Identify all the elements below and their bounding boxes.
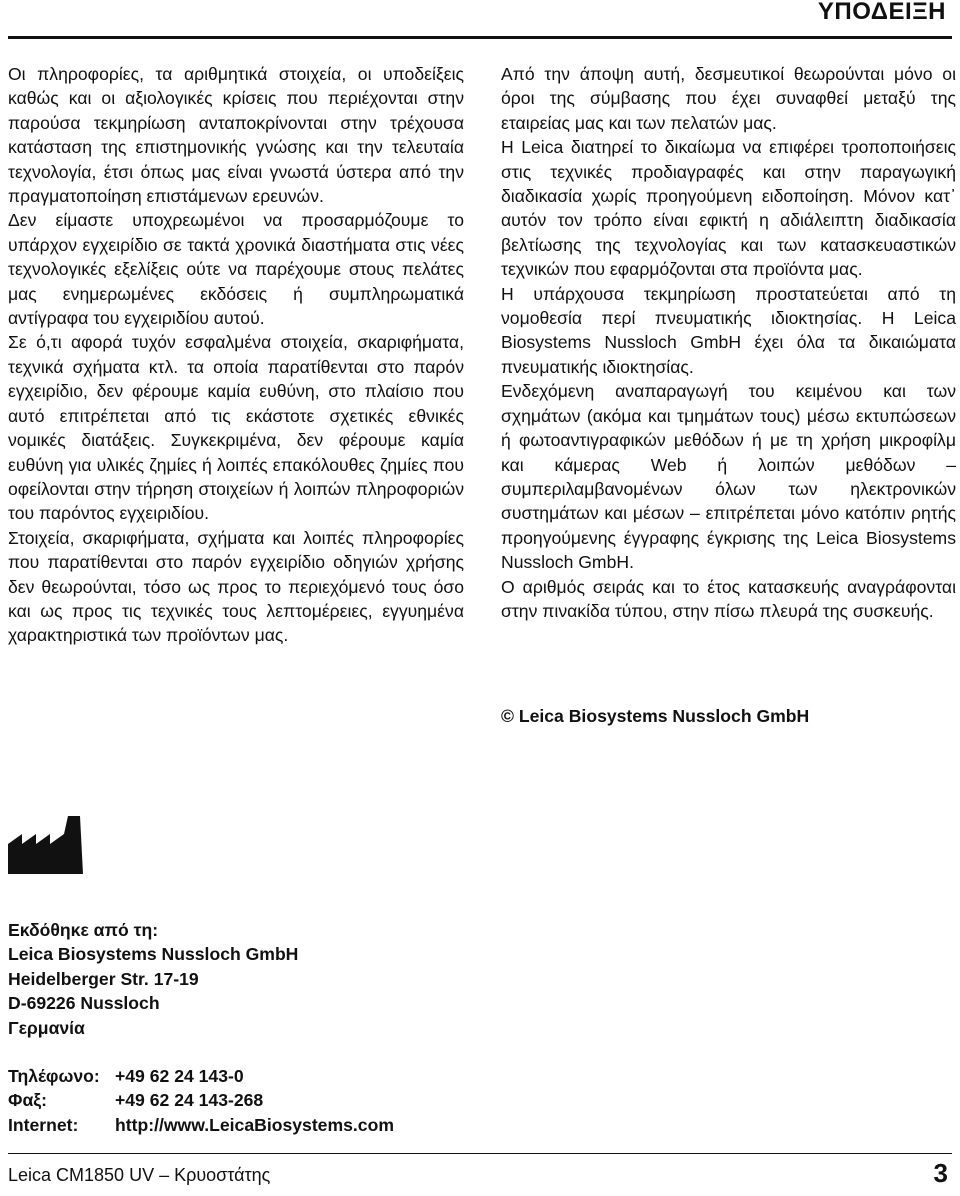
fax-label: Φαξ: xyxy=(8,1090,47,1111)
footer-divider xyxy=(8,1153,952,1154)
fax-value: +49 62 24 143-268 xyxy=(115,1090,264,1111)
phone-value: +49 62 24 143-0 xyxy=(115,1066,244,1086)
internet-row xyxy=(8,1113,394,1137)
manufacturer-factory-icon xyxy=(8,816,83,874)
contact-block xyxy=(8,1064,394,1137)
paragraph: Σε ό,τι αφορά τυχόν εσφαλμένα στοιχεία, σκαριφήματα, τεχνικά σχήματα κτλ. τα οποία παρατίθενται στο παρόν εγχειρίδιο, δεν φέρουμε καμία ευθύνη, στο πλαίσιο που αυτό επιτρέπεται από τις εκάστοτε σχετικές εθνικές νομικές διατάξεις. Συγκεκριμένα, δεν φέρουμε καμία ευθύνη για υλικές ζημίες ή λοιπές επακόλουθες ζημίες που οφείλονται στην τήρηση στοιχείων ή λοιπών πληροφοριών του παρόντος εγχειριδίου. xyxy=(8,332,464,524)
left-column xyxy=(8,62,464,648)
header-divider xyxy=(8,36,952,39)
footer-product-name: Leica CM1850 UV – Κρυοστάτης xyxy=(8,1165,271,1185)
paragraph: Ο αριθμός σειράς και το έτος κατασκευής αναγράφονται στην πινακίδα τύπου, στην πίσω πλευρά της συσκευής. xyxy=(501,576,956,621)
phone-row xyxy=(8,1064,394,1088)
publisher-block xyxy=(8,918,298,1040)
right-column xyxy=(501,62,956,623)
phone-label: Τηλέφωνο: xyxy=(8,1066,100,1086)
publisher-heading: Εκδόθηκε από τη: xyxy=(8,920,159,940)
paragraph: Η υπάρχουσα τεκμηρίωση προστατεύεται από τη νομοθεσία περί πνευματικής ιδιοκτησίας. Η Leica Biosystems Nussloch GmbH έχει όλα τα δικαιώματα πνευματικής ιδιοκτησίας. xyxy=(501,283,956,377)
paragraph: Οι πληροφορίες, τα αριθμητικά στοιχεία, οι υποδείξεις καθώς και οι αξιολογικές κρίσεις που περιέχονται στην παρούσα τεκμηρίωση ανταποκρίνονται στην τρέχουσα κατάσταση της επιστημονικής γνώσης και την τελευταία τεχνολογία, έτσι όπως μας είναι γνωστά ύστερα από την πραγματοποίηση επιστάμενων ερευνών. xyxy=(8,64,464,207)
internet-label: Internet: xyxy=(8,1114,79,1135)
page-number: 3 xyxy=(933,1158,948,1188)
publisher-street: Heidelberger Str. 17-19 xyxy=(8,968,199,989)
publisher-city: D-69226 Nussloch xyxy=(8,993,160,1014)
page-title: ΥΠΟΔΕΙΞΗ xyxy=(817,0,946,25)
fax-row xyxy=(8,1088,394,1112)
copyright-notice: © Leica Biosystems Nussloch GmbH xyxy=(501,706,810,726)
internet-link[interactable]: http://www.LeicaBiosystems.com xyxy=(115,1114,394,1135)
paragraph: Ενδεχόμενη αναπαραγωγή του κειμένου και των σχημάτων (ακόμα και τμημάτων τους) μέσω εκτυπώσεων ή φωτοαντιγραφικών μεθόδων ή με τη χρήση μικροφίλμ και κάμερας Web ή λοιπών μεθόδων – συμπεριλαμβανομένων όλων των ηλεκτρονικών συστημάτων και μέσων – επιτρέπεται μόνο κατόπιν ρητής προηγούμενης έγγραφης έγκρισης της Leica Biosystems Nussloch GmbH. xyxy=(501,381,956,573)
publisher-country: Γερμανία xyxy=(8,1017,85,1038)
paragraph: Δεν είμαστε υποχρεωμένοι να προσαρμόζουμε το υπάρχον εγχειρίδιο σε τακτά χρονικά διαστήματα στις νέες τεχνολογικές εξελίξεις ούτε να παρέχουμε στους πελάτες μας ενημερωμένες εκδόσεις ή συμπληρωματικά αντίγραφα του εγχειριδίου αυτού. xyxy=(8,210,464,329)
paragraph: Η Leica διατηρεί το δικαίωμα να επιφέρει τροποποιήσεις στις τεχνικές προδιαγραφές και στην παραγωγική διαδικασία χωρίς προηγούμενη ειδοποίηση. Μόνον κατ᾽ αυτόν τον τρόπο είναι εφικτή η αδιάλειπτη διαδικασία βελτίωσης της τεχνολογίας και των κατασκευαστικών τεχνικών που εφαρμόζονται στα προϊόντα μας. xyxy=(501,137,956,280)
publisher-company: Leica Biosystems Nussloch GmbH xyxy=(8,944,299,965)
paragraph: Στοιχεία, σκαριφήματα, σχήματα και λοιπές πληροφορίες που παρατίθενται στο παρόν εγχειρίδιο οδηγιών χρήσης δεν θεωρούνται, τόσο ως προς το περιεχόμενό τους όσο και ως προς τις τεχνικές τους λεπτομέρειες, εγγυημένα χαρακτηριστικά των προϊόντων μας. xyxy=(8,527,464,646)
paragraph: Από την άποψη αυτή, δεσμευτικοί θεωρούνται μόνο οι όροι της σύμβασης που έχει συναφθεί μεταξύ της εταιρείας μας και των πελατών μας. xyxy=(501,64,956,133)
